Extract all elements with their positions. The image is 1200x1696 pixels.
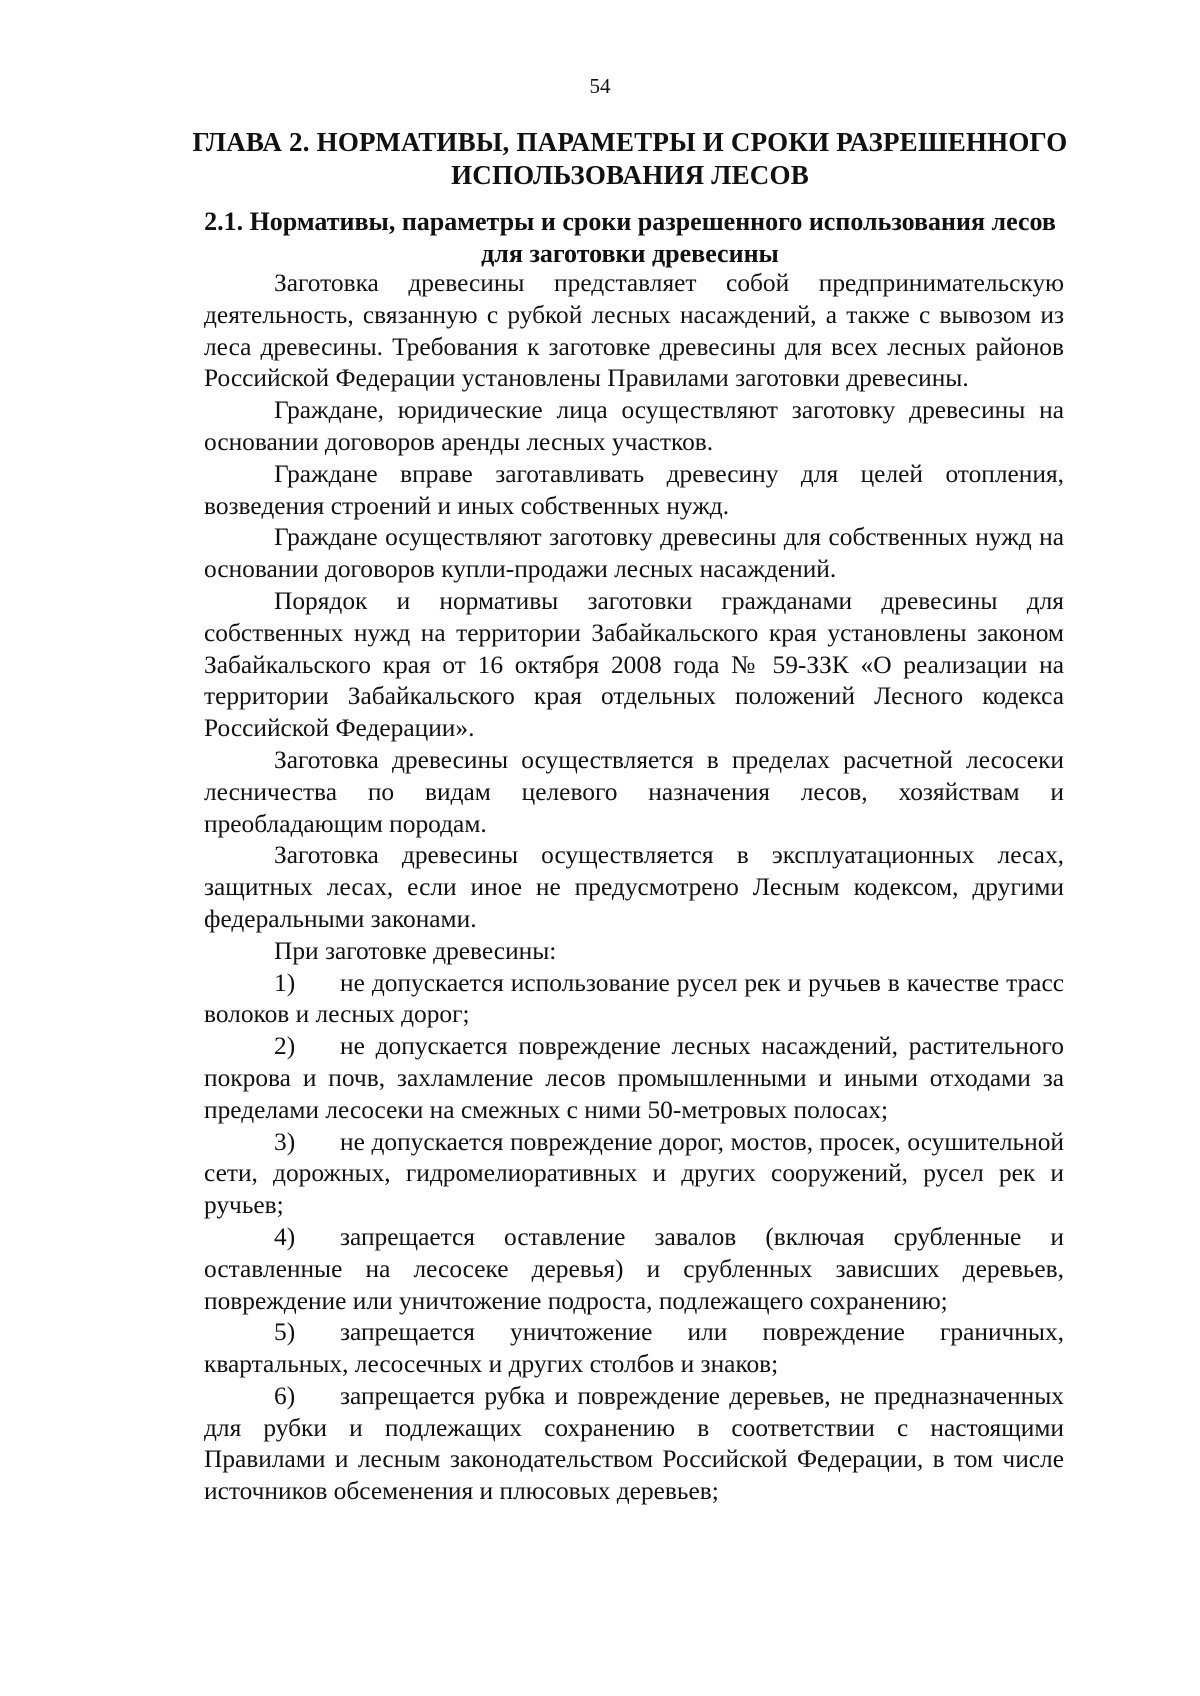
paragraph: Граждане, юридические лица осуществляют заготовку древесины на основании договоров аренды лесных участков. — [204, 396, 1064, 456]
list-item-text: запрещается уничтожение или повреждение граничных, квартальных, лесосечных и других столбов и знаков; — [204, 1318, 1064, 1379]
paragraph: Порядок и нормативы заготовки гражданами древесины для собственных нужд на территории Забайкальского края установлены законом Забайкальского края от 16 октября 2008 года № 59-ЗЗК «О реализации на территории Забайкальского края отдельных положений Лесного кодекса Российской Федерации». — [204, 586, 1064, 743]
list-item-text: не допускается использование русел рек и ручьев в качестве трасс волоков и лесных дорог; — [204, 968, 1064, 1029]
paragraph: При заготовке древесины: — [274, 936, 557, 965]
paragraph: Заготовка древесины представляет собой предпринимательскую деятельность, связанную с рубкой лесных насаждений, а также с вывозом из леса древесины. Требования к заготовке древесины для всех лесных районов Российской Федерации установлены Правилами заготовки древесины. — [204, 269, 1064, 393]
chapter-title: ГЛАВА 2. НОРМАТИВЫ, ПАРАМЕТРЫ И СРОКИ РАЗРЕШЕННОГО ИСПОЛЬЗОВАНИЯ ЛЕСОВ — [192, 127, 1068, 190]
paragraph: Заготовка древесины осуществляется в эксплуатационных лесах, защитных лесах, если иное не предусмотрено Лесным кодексом, другими федеральными законами. — [204, 841, 1064, 933]
section-title: 2.1. Нормативы, параметры и сроки разрешенного использования лесов для заготовки древесины — [204, 207, 1056, 268]
paragraph: Заготовка древесины осуществляется в пределах расчетной лесосеки лесничества по видам целевого назначения лесов, хозяйствам и преобладающим породам. — [204, 745, 1064, 838]
list-item-text: не допускается повреждение дорог, мостов, просек, осушительной сети, дорожных, гидромелиоративных и других сооружений, русел рек и ручьев; — [204, 1127, 1064, 1220]
list-item — [204, 1381, 1064, 1508]
list-item — [204, 1031, 1064, 1126]
list-item-number: 6) — [274, 1381, 296, 1410]
paragraph: Граждане вправе заготавливать древесину для целей отопления, возведения строений и иных собственных нужд. — [204, 459, 1064, 520]
list-item — [204, 968, 1064, 1032]
list-item-number: 3) — [274, 1127, 296, 1156]
list-item — [204, 1317, 1064, 1381]
list-item — [204, 1127, 1064, 1222]
list-item-number: 4) — [274, 1222, 296, 1251]
list-item-text: не допускается повреждение лесных насаждений, растительного покрова и почв, захламление лесов промышленными и иными отходами за пределами лесосеки на смежных с ними 50-метровых полосах; — [204, 1032, 1064, 1124]
body-text — [204, 268, 1064, 1508]
list-item-number: 5) — [274, 1318, 296, 1347]
paragraph: Граждане осуществляют заготовку древесины для собственных нужд на основании договоров купли-продажи лесных насаждений. — [204, 523, 1064, 584]
list-item-number: 2) — [274, 1032, 296, 1061]
page-number: 54 — [589, 74, 611, 98]
list-item-text: запрещается оставление завалов (включая срубленные и оставленные на лесосеке деревья) и срубленных зависших деревьев, повреждение или уничтожение подроста, подлежащего сохранению; — [204, 1222, 1064, 1315]
list-item-text: запрещается рубка и повреждение деревьев, не предназначенных для рубки и подлежащих сохранению в соответствии с настоящими Правилами и лесным законодательством Российской Федерации, в том числе источников обсеменения и плюсовых деревьев; — [204, 1381, 1064, 1506]
list-item-number: 1) — [274, 968, 296, 997]
list-item — [204, 1222, 1064, 1317]
